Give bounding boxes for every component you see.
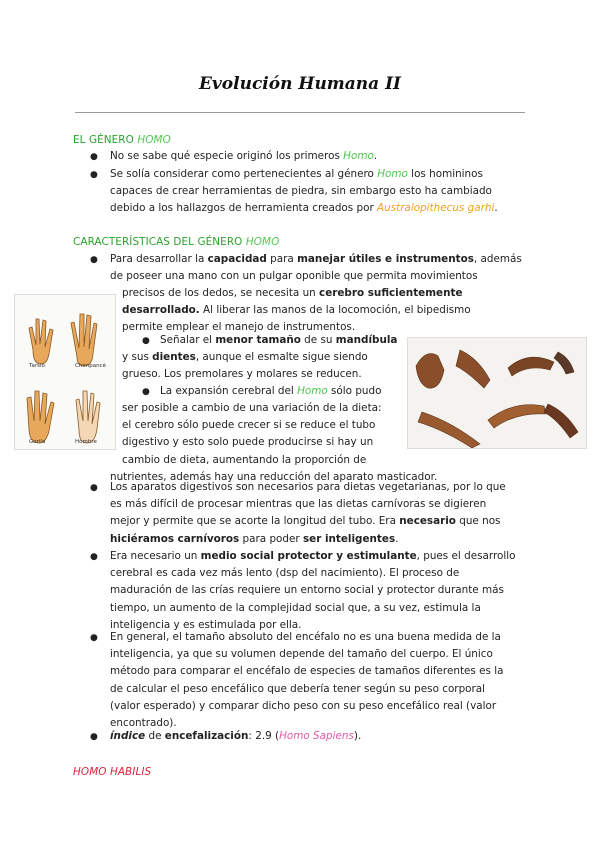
- text: , aunque el esmalte sigue siendo: [195, 351, 368, 363]
- text: Era necesario un: [110, 550, 201, 562]
- bold-term: cerebro suficientemente: [319, 287, 463, 299]
- hand-label: Tarsio: [29, 363, 45, 369]
- text: cerebral es cada vez más lento (dsp del nacimiento). El proceso de: [110, 567, 460, 580]
- text: encontrado).: [110, 717, 177, 730]
- text: (valor esperado) y comparar dicho peso con su peso encefálico real (valor: [110, 699, 497, 712]
- text: Al liberar las manos de la locomoción, el bipedismo: [199, 304, 471, 317]
- text: ser posible a cambio de una variación de la dieta:: [122, 402, 382, 414]
- fossil-jaw: [416, 354, 444, 389]
- jaws-figure: [407, 337, 587, 449]
- tarsier-hand: [29, 319, 53, 364]
- section-heading-caracteristicas: [73, 236, 279, 248]
- text: , pues el desarrollo: [416, 550, 516, 562]
- fossil-jaw: [554, 352, 574, 374]
- text: precisos de los dedos, se necesita un: [122, 287, 320, 299]
- bold-term: dientes: [152, 351, 196, 363]
- section-heading-genero-homo: [73, 134, 171, 146]
- bullet-icon: ●: [142, 387, 150, 397]
- text: los homininos: [407, 168, 483, 180]
- text: para: [266, 253, 298, 265]
- human-hand: [76, 391, 100, 443]
- bold-term: medio social protector y estimulante: [200, 550, 417, 562]
- heading-italic: HOMO: [245, 236, 280, 248]
- text: para poder: [239, 532, 303, 545]
- text: : 2.9 (: [248, 730, 280, 742]
- text: No se sabe qué especie originó los primeros: [110, 150, 344, 162]
- hand-label: Hombre: [75, 439, 97, 445]
- paragraph-social: [110, 548, 550, 634]
- bold-term: índice: [110, 730, 146, 742]
- bullet-icon: ●: [90, 552, 98, 562]
- bold-term: necesario: [399, 515, 456, 528]
- gorilla-hand: [27, 391, 54, 443]
- paragraph-encephalon: [110, 629, 555, 732]
- heading-italic: HOMO: [137, 134, 171, 146]
- text: Los aparatos digestivos son necesarios para dietas vegetarianas, por lo que: [110, 481, 506, 493]
- text: es más difícil de procesar mientras que las dietas carnívoras se digieren: [110, 498, 487, 511]
- bold-term: hiciéramos carnívoros: [110, 532, 240, 545]
- bold-term: ser inteligentes: [302, 532, 396, 545]
- text: el cerebro sólo puede crecer si se reduce el tubo: [122, 419, 376, 432]
- fossil-jaw: [508, 357, 554, 376]
- text: digestivo y esto solo puede producirse si hay un: [122, 436, 374, 449]
- text: La expansión cerebral del: [160, 385, 298, 397]
- paragraph-jaw-line1: [160, 332, 397, 349]
- heading-text: CARACTERÍSTICAS DEL GÉNERO: [73, 236, 246, 248]
- text: sólo pudo: [327, 385, 382, 397]
- text: ).: [353, 730, 362, 742]
- fossil-jaw: [488, 405, 546, 428]
- text: .: [395, 532, 399, 545]
- bullet-icon: ●: [90, 483, 98, 493]
- homo-term: Homo: [377, 168, 408, 180]
- text: y sus: [122, 351, 153, 363]
- text: Se solía considerar como pertenecientes al género: [110, 168, 378, 180]
- paragraph-origin: [110, 148, 377, 165]
- bullet-icon: ●: [90, 152, 98, 162]
- bullet-icon: ●: [90, 255, 98, 265]
- bold-term: desarrollado.: [122, 304, 200, 317]
- hand-label: Gorila: [29, 439, 46, 445]
- text: En general, el tamaño absoluto del encéfalo no es una buena medida de la: [110, 631, 501, 643]
- paragraph-capacity: [110, 251, 550, 285]
- bold-term: capacidad: [207, 253, 267, 265]
- section-heading-homo-habilis: HOMO HABILIS: [73, 766, 152, 778]
- text: de su: [300, 334, 336, 346]
- fossil-jaw: [418, 412, 480, 448]
- fossil-jaw: [456, 350, 490, 388]
- text: Señalar el: [160, 334, 216, 346]
- hands-illustration: [15, 295, 115, 449]
- fossil-jaws-photo: [408, 338, 586, 448]
- paragraph-brain-cont: [122, 400, 382, 469]
- species-term: Australopithecus garhi: [377, 202, 495, 215]
- fossil-jaw: [544, 404, 578, 438]
- hand-label: Chimpancé: [75, 363, 106, 369]
- title-divider: [75, 112, 525, 113]
- hands-figure: [14, 294, 116, 450]
- bullet-icon: ●: [90, 732, 98, 742]
- paragraph-capacity-cont: [122, 285, 542, 337]
- bullet-icon: ●: [90, 170, 98, 180]
- text: permite emplear el manejo de instrumentos.: [122, 321, 356, 334]
- paragraph-tools: [110, 166, 550, 218]
- text: maduración de las crías requiere un entorno social y protector durante más: [110, 584, 504, 597]
- bold-term: encefalización: [164, 730, 249, 742]
- paragraph-digestion: [110, 479, 550, 548]
- text: capaces de crear herramientas de piedra, sin embargo esto ha cambiado: [110, 185, 492, 198]
- bold-term: menor tamaño: [215, 334, 301, 346]
- page-title: Evolución Humana II: [198, 74, 402, 94]
- text: , además: [473, 253, 522, 265]
- text: inteligencia y es estimulada por ella.: [110, 618, 302, 631]
- text: método para comparar el encéfalo de especies de tamaños diferentes es la: [110, 665, 504, 678]
- heading-text: EL GÉNERO: [73, 134, 138, 146]
- text: grueso. Los premolares y molares se reducen.: [122, 368, 362, 381]
- text: cambio de dieta, aumentando la proporción de: [122, 453, 367, 466]
- bold-term: manejar útiles e instrumentos: [297, 253, 474, 265]
- text: de calcular el peso encefálico que debería tener según su peso corporal: [110, 682, 486, 695]
- bullet-icon: ●: [90, 633, 98, 643]
- paragraph-encephalization-index: [110, 728, 361, 745]
- species-term: Homo Sapiens: [279, 730, 354, 742]
- text: Para desarrollar la: [110, 253, 208, 265]
- text: que nos: [455, 515, 501, 528]
- paragraph-jaw-cont: [122, 349, 368, 383]
- homo-term: Homo: [297, 385, 328, 397]
- text: de poseer una mano con un pulgar oponible que permita movimientos: [110, 270, 478, 283]
- text: debido a los hallazgos de herramienta creados por: [110, 202, 378, 215]
- text: inteligencia, ya que su volumen depende del tamaño del cuerpo. El único: [110, 648, 493, 661]
- text: mejor y permite que se acorte la longitud del tubo. Era: [110, 515, 400, 528]
- homo-term: Homo: [343, 150, 374, 162]
- paragraph-brain-line1: [160, 383, 381, 400]
- text: .: [373, 150, 378, 162]
- text: nutrientes, además hay una reducción del aparato masticador.: [110, 471, 438, 483]
- text: tiempo, un aumento de la complejidad social que, a su vez, estimula la: [110, 601, 481, 614]
- chimpanzee-hand: [71, 314, 97, 366]
- bullet-icon: ●: [142, 336, 150, 346]
- bold-term: mandíbula: [335, 334, 398, 346]
- text: de: [145, 730, 165, 742]
- text: .: [494, 202, 498, 215]
